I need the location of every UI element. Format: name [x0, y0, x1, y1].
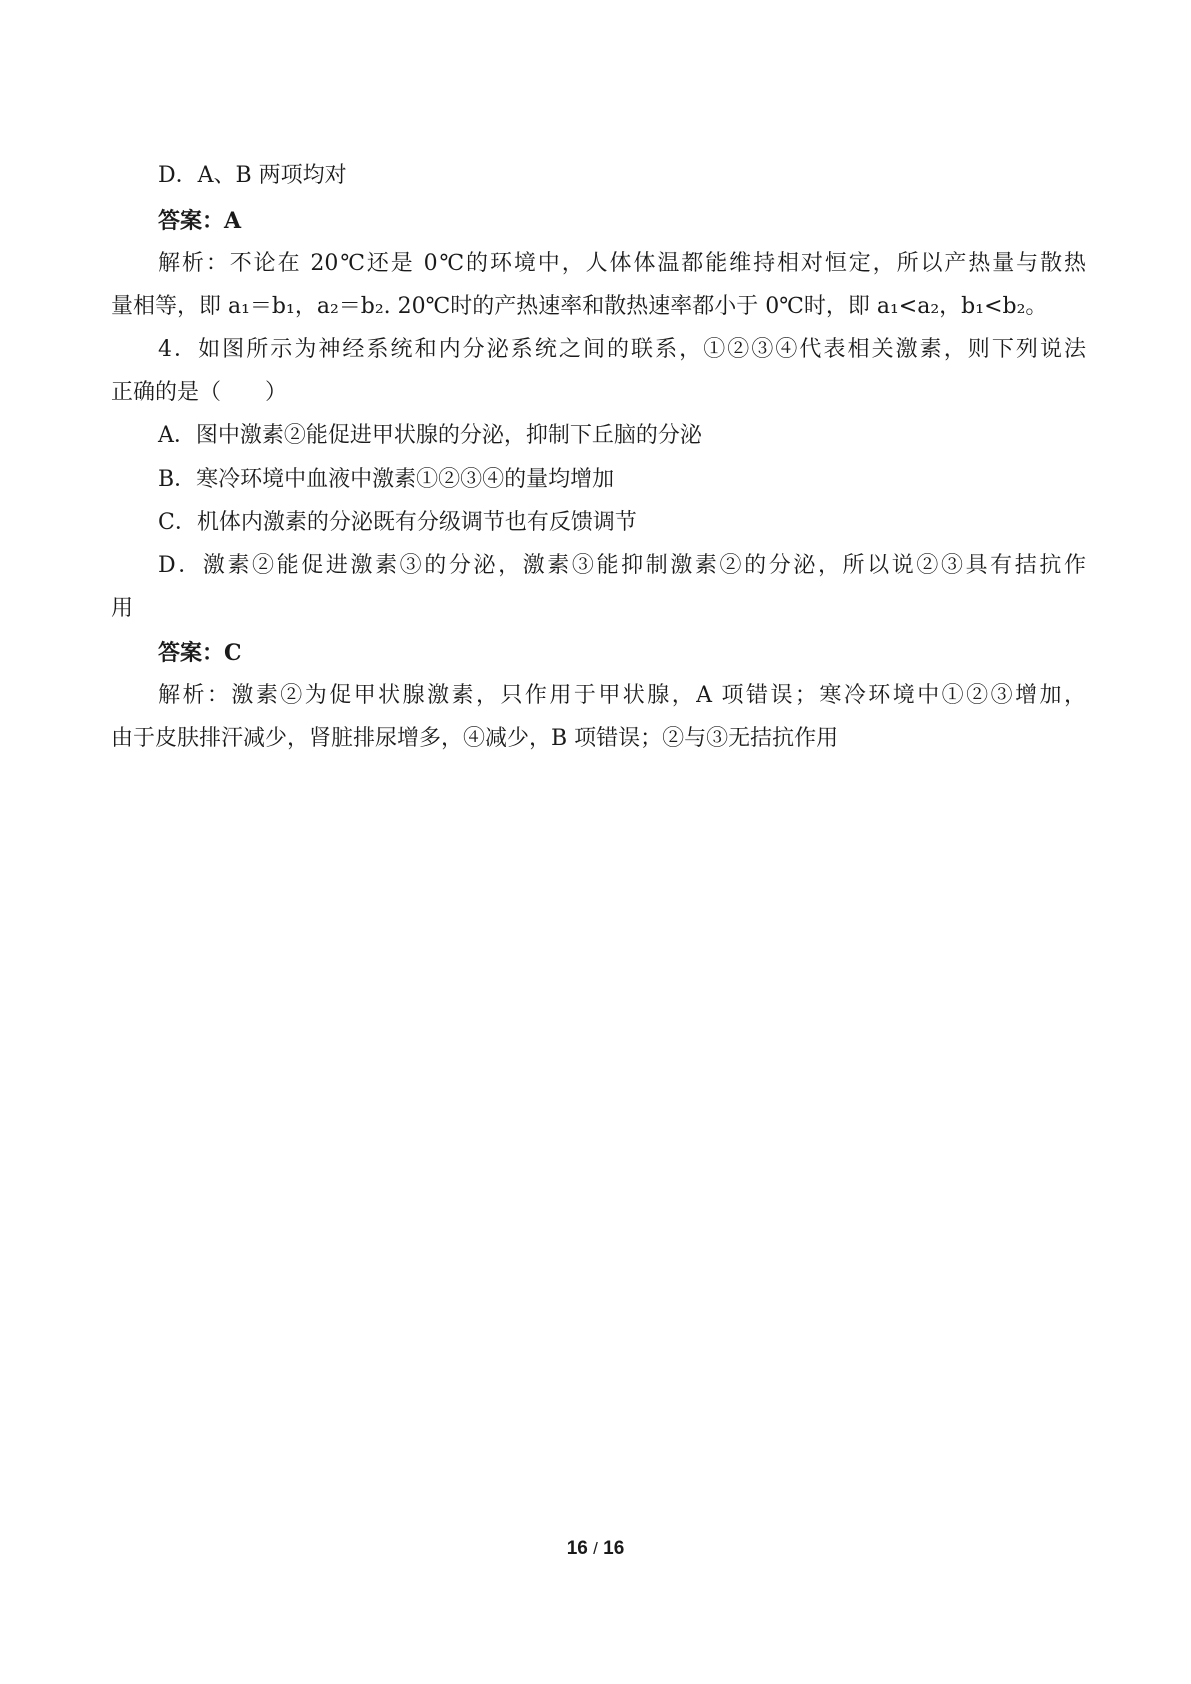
current-page-number: 16 [566, 1538, 588, 1559]
answer-label-q4: 答案：C [158, 640, 242, 666]
question-4-option-d-line1: D．激素②能促进激素③的分泌，激素③能抑制激素②的分泌，所以说②③具有拮抗作 [158, 553, 1086, 578]
explanation-q4-line1: 解析：激素②为促甲状腺激素，只作用于甲状腺，A 项错误；寒冷环境中①②③增加， [158, 683, 1086, 708]
explanation-q4-line2: 由于皮肤排汗减少，肾脏排尿增多，④减少，B 项错误；②与③无拮抗作用 [111, 726, 839, 751]
explanation-q3-line2: 量相等，即 a₁＝b₁，a₂＝b₂. 20℃时的产热速率和散热速率都小于 0℃时，即 a₁<a₂，b₁<b₂。 [111, 294, 1048, 319]
question-4-option-c: C．机体内激素的分泌既有分级调节也有反馈调节 [158, 510, 637, 535]
option-d-previous-question: D．A、B 两项均对 [158, 163, 347, 188]
question-4-line1: 4．如图所示为神经系统和内分泌系统之间的联系，①②③④代表相关激素，则下列说法 [158, 337, 1086, 362]
question-4-option-b: B．寒冷环境中血液中激素①②③④的量均增加 [158, 467, 615, 492]
page-number [0, 1538, 1191, 1560]
explanation-q3-line1: 解析：不论在 20℃还是 0℃的环境中，人体体温都能维持相对恒定，所以产热量与散热 [158, 251, 1086, 276]
question-4-option-a: A．图中激素②能促进甲状腺的分泌，抑制下丘脑的分泌 [158, 423, 702, 448]
question-4-line2: 正确的是（ ） [111, 380, 288, 405]
page-separator: / [593, 1539, 598, 1558]
answer-label-q3: 答案：A [158, 208, 242, 234]
total-page-number: 16 [603, 1538, 625, 1559]
question-4-option-d-line2: 用 [111, 596, 134, 621]
